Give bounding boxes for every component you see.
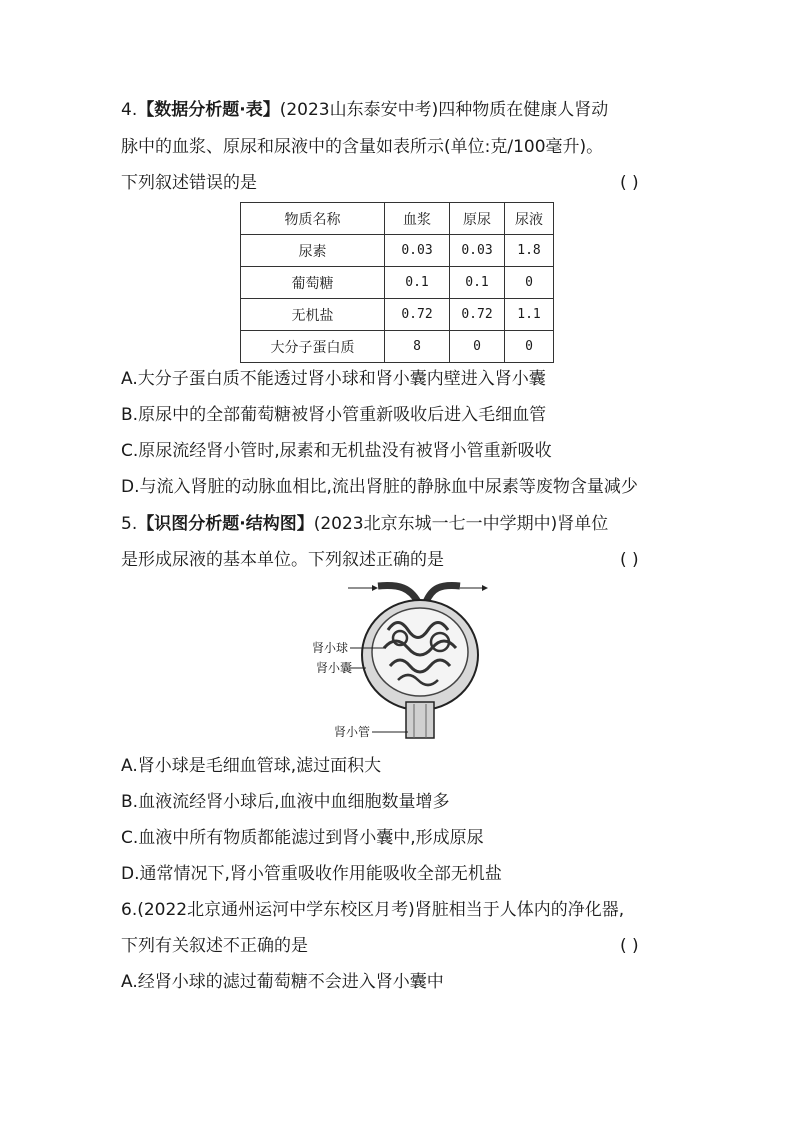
table-cell: 尿素 (241, 235, 385, 267)
table-row (241, 331, 554, 363)
table-cell: 0.72 (385, 299, 450, 331)
table-cell: 0 (450, 331, 505, 363)
table-header-cell: 原尿 (450, 203, 505, 235)
renal-capsule-label: 肾小囊 (316, 661, 353, 675)
q5-tag: 【识图分析题·结构图】 (137, 514, 314, 534)
nephron-illustration (300, 580, 500, 740)
q4-data-table (240, 202, 554, 363)
q4-tag: 【数据分析题·表】 (137, 100, 280, 120)
q4-answer-blank: ( ) (620, 173, 639, 193)
q4-stem-line1 (121, 100, 608, 120)
table-header-row (241, 203, 554, 235)
table-row (241, 235, 554, 267)
q4-option-a: A.大分子蛋白质不能透过肾小球和肾小囊内壁进入肾小囊 (121, 369, 546, 389)
q6-option-a: A.经肾小球的滤过葡萄糖不会进入肾小囊中 (121, 972, 444, 992)
table-cell: 0.1 (385, 267, 450, 299)
q5-option-a: A.肾小球是毛细血管球,滤过面积大 (121, 756, 382, 776)
q6-stem-line1: 6.(2022北京通州运河中学东校区月考)肾脏相当于人体内的净化器, (121, 900, 625, 920)
table-cell: 8 (385, 331, 450, 363)
q5-option-c: C.血液中所有物质都能滤过到肾小囊中,形成原尿 (121, 828, 484, 848)
q6-stem-line2: 下列有关叙述不正确的是 (121, 936, 308, 956)
table-cell: 0 (505, 331, 554, 363)
table-cell: 0.03 (450, 235, 505, 267)
table-row (241, 299, 554, 331)
table-cell: 0.03 (385, 235, 450, 267)
table-cell: 葡萄糖 (241, 267, 385, 299)
q4-option-c: C.原尿流经肾小管时,尿素和无机盐没有被肾小管重新吸收 (121, 441, 552, 461)
q4-stem-line2: 脉中的血浆、原尿和尿液中的含量如表所示(单位:克/100毫升)。 (121, 137, 604, 157)
table-cell: 大分子蛋白质 (241, 331, 385, 363)
q4-option-b: B.原尿中的全部葡萄糖被肾小管重新吸收后进入毛细血管 (121, 405, 547, 425)
table-cell: 0.72 (450, 299, 505, 331)
table-cell: 1.1 (505, 299, 554, 331)
table-cell: 0.1 (450, 267, 505, 299)
table-header-cell: 尿液 (505, 203, 554, 235)
table-cell: 0 (505, 267, 554, 299)
q4-stem-line1-text: (2023山东泰安中考)四种物质在健康人肾动 (279, 100, 609, 120)
q4-number: 4. (121, 100, 138, 120)
q5-number: 5. (121, 514, 138, 534)
nephron-figure (300, 580, 500, 740)
q4-stem-line3: 下列叙述错误的是 (121, 173, 257, 193)
table-cell: 无机盐 (241, 299, 385, 331)
q5-stem-line2: 是形成尿液的基本单位。下列叙述正确的是 (121, 550, 444, 570)
glomerulus-label: 肾小球 (312, 641, 349, 655)
renal-tubule-label: 肾小管 (334, 725, 371, 739)
q4-option-d: D.与流入肾脏的动脉血相比,流出肾脏的静脉血中尿素等废物含量减少 (121, 477, 638, 497)
table-cell: 1.8 (505, 235, 554, 267)
table-header-cell: 物质名称 (241, 203, 385, 235)
q5-option-b: B.血液流经肾小球后,血液中血细胞数量增多 (121, 792, 450, 812)
q5-option-d: D.通常情况下,肾小管重吸收作用能吸收全部无机盐 (121, 864, 502, 884)
table-row (241, 267, 554, 299)
q5-stem-line1-text: (2023北京东城一七一中学期中)肾单位 (313, 514, 609, 534)
q5-answer-blank: ( ) (620, 550, 639, 570)
table-header-cell: 血浆 (385, 203, 450, 235)
q6-answer-blank: ( ) (620, 936, 639, 956)
q5-stem-line1 (121, 514, 608, 534)
